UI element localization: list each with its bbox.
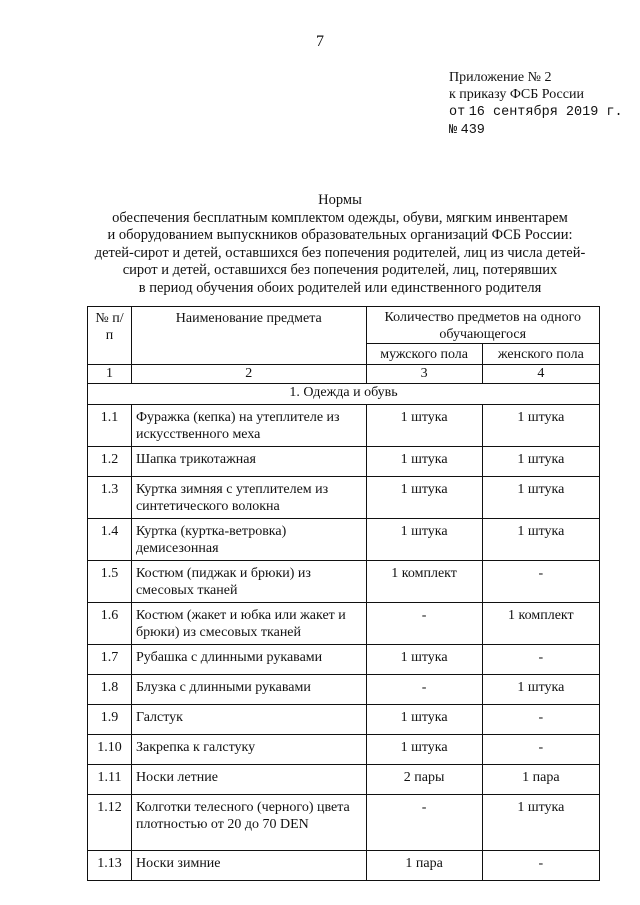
row-female-qty: - (482, 705, 599, 735)
row-male-qty: - (366, 675, 482, 705)
table-row (88, 675, 600, 705)
appendix-date-prefix: от (449, 105, 466, 120)
table-row (88, 477, 600, 519)
row-male-qty: 1 комплект (366, 561, 482, 603)
row-male-qty: 1 штука (366, 645, 482, 675)
row-number: 1.3 (88, 477, 132, 519)
row-number: 1.12 (88, 795, 132, 851)
table-row (88, 405, 600, 447)
header-num: № п/п (88, 307, 132, 365)
row-name: Колготки телесного (черного) цвета плотностью от 20 до 70 DEN (131, 795, 366, 851)
title-line: сирот и детей, оставшихся без попечения родителей, лиц, потерявших (122, 262, 558, 278)
row-male-qty: 1 штука (366, 519, 482, 561)
row-female-qty: - (482, 645, 599, 675)
row-female-qty: 1 штука (482, 519, 599, 561)
table-row (88, 705, 600, 735)
row-name: Шапка трикотажная (131, 447, 366, 477)
row-number: 1.11 (88, 765, 132, 795)
title-line: и оборудованием выпускников образовательных организаций ФСБ России: (107, 227, 573, 243)
title-line: в период обучения обоих родителей или единственного родителя (138, 279, 542, 296)
document-title (60, 192, 620, 297)
title-heading: Нормы (318, 192, 362, 208)
row-name: Рубашка с длинными рукавами (131, 645, 366, 675)
index-row (88, 365, 600, 384)
row-female-qty: - (482, 735, 599, 765)
row-number: 1.10 (88, 735, 132, 765)
row-male-qty: 1 штука (366, 705, 482, 735)
table-row (88, 519, 600, 561)
page-number: 7 (316, 33, 324, 50)
row-male-qty: 1 штука (366, 405, 482, 447)
title-line: детей-сирот и детей, оставшихся без попечения родителей, лиц из числа детей- (94, 244, 586, 261)
row-male-qty: 1 штука (366, 735, 482, 765)
row-female-qty: - (482, 561, 599, 603)
row-female-qty: 1 пара (482, 765, 599, 795)
table-header-row (88, 307, 600, 344)
appendix-number-prefix: № (449, 123, 458, 138)
appendix-line-2: к приказу ФСБ России (449, 87, 584, 102)
row-number: 1.6 (88, 603, 132, 645)
index-cell: 2 (131, 365, 366, 384)
table-row (88, 561, 600, 603)
appendix-date: 16 сентября 2019 г. (468, 105, 623, 120)
table-row (88, 645, 600, 675)
row-number: 1.13 (88, 851, 132, 881)
row-number: 1.4 (88, 519, 132, 561)
table-row (88, 795, 600, 851)
row-female-qty: 1 штука (482, 477, 599, 519)
header-female: женского пола (482, 344, 599, 365)
row-male-qty: - (366, 603, 482, 645)
row-male-qty: 2 пары (366, 765, 482, 795)
row-name: Фуражка (кепка) на утеплителе из искусственного меха (131, 405, 366, 447)
table-row (88, 765, 600, 795)
row-female-qty: 1 комплект (482, 603, 599, 645)
title-line: обеспечения бесплатным комплектом одежды, обуви, мягким инвентарем (112, 209, 568, 226)
row-male-qty: 1 пара (366, 851, 482, 881)
row-name: Галстук (131, 705, 366, 735)
norms-table (87, 306, 600, 881)
row-name: Костюм (пиджак и брюки) из смесовых тканей (131, 561, 366, 603)
row-number: 1.2 (88, 447, 132, 477)
row-female-qty: 1 штука (482, 675, 599, 705)
appendix-date-line (449, 103, 623, 121)
section-title: 1. Одежда и обувь (88, 384, 600, 405)
table-row (88, 735, 600, 765)
appendix-block (449, 69, 623, 139)
row-name: Носки летние (131, 765, 366, 795)
header-qty: Количество предметов на одного обучающегося (366, 307, 600, 344)
row-name: Куртка (куртка-ветровка) демисезонная (131, 519, 366, 561)
row-name: Закрепка к галстуку (131, 735, 366, 765)
row-female-qty: 1 штука (482, 447, 599, 477)
section-row (88, 384, 600, 405)
header-name: Наименование предмета (131, 307, 366, 365)
row-name: Куртка зимняя с утеплителем из синтетического волокна (131, 477, 366, 519)
row-female-qty: - (482, 851, 599, 881)
table-row (88, 851, 600, 881)
table-row (88, 603, 600, 645)
row-name: Носки зимние (131, 851, 366, 881)
row-number: 1.8 (88, 675, 132, 705)
row-male-qty: - (366, 795, 482, 851)
appendix-number-line (449, 121, 623, 139)
row-number: 1.7 (88, 645, 132, 675)
appendix-line-1: Приложение № 2 (449, 70, 552, 85)
row-number: 1.9 (88, 705, 132, 735)
row-female-qty: 1 штука (482, 405, 599, 447)
row-male-qty: 1 штука (366, 447, 482, 477)
row-male-qty: 1 штука (366, 477, 482, 519)
index-cell: 4 (482, 365, 599, 384)
appendix-number: 439 (460, 123, 485, 138)
row-female-qty: 1 штука (482, 795, 599, 851)
row-name: Блузка с длинными рукавами (131, 675, 366, 705)
index-cell: 1 (88, 365, 132, 384)
row-name: Костюм (жакет и юбка или жакет и брюки) из смесовых тканей (131, 603, 366, 645)
table-row (88, 447, 600, 477)
header-male: мужского пола (366, 344, 482, 365)
row-number: 1.5 (88, 561, 132, 603)
index-cell: 3 (366, 365, 482, 384)
row-number: 1.1 (88, 405, 132, 447)
